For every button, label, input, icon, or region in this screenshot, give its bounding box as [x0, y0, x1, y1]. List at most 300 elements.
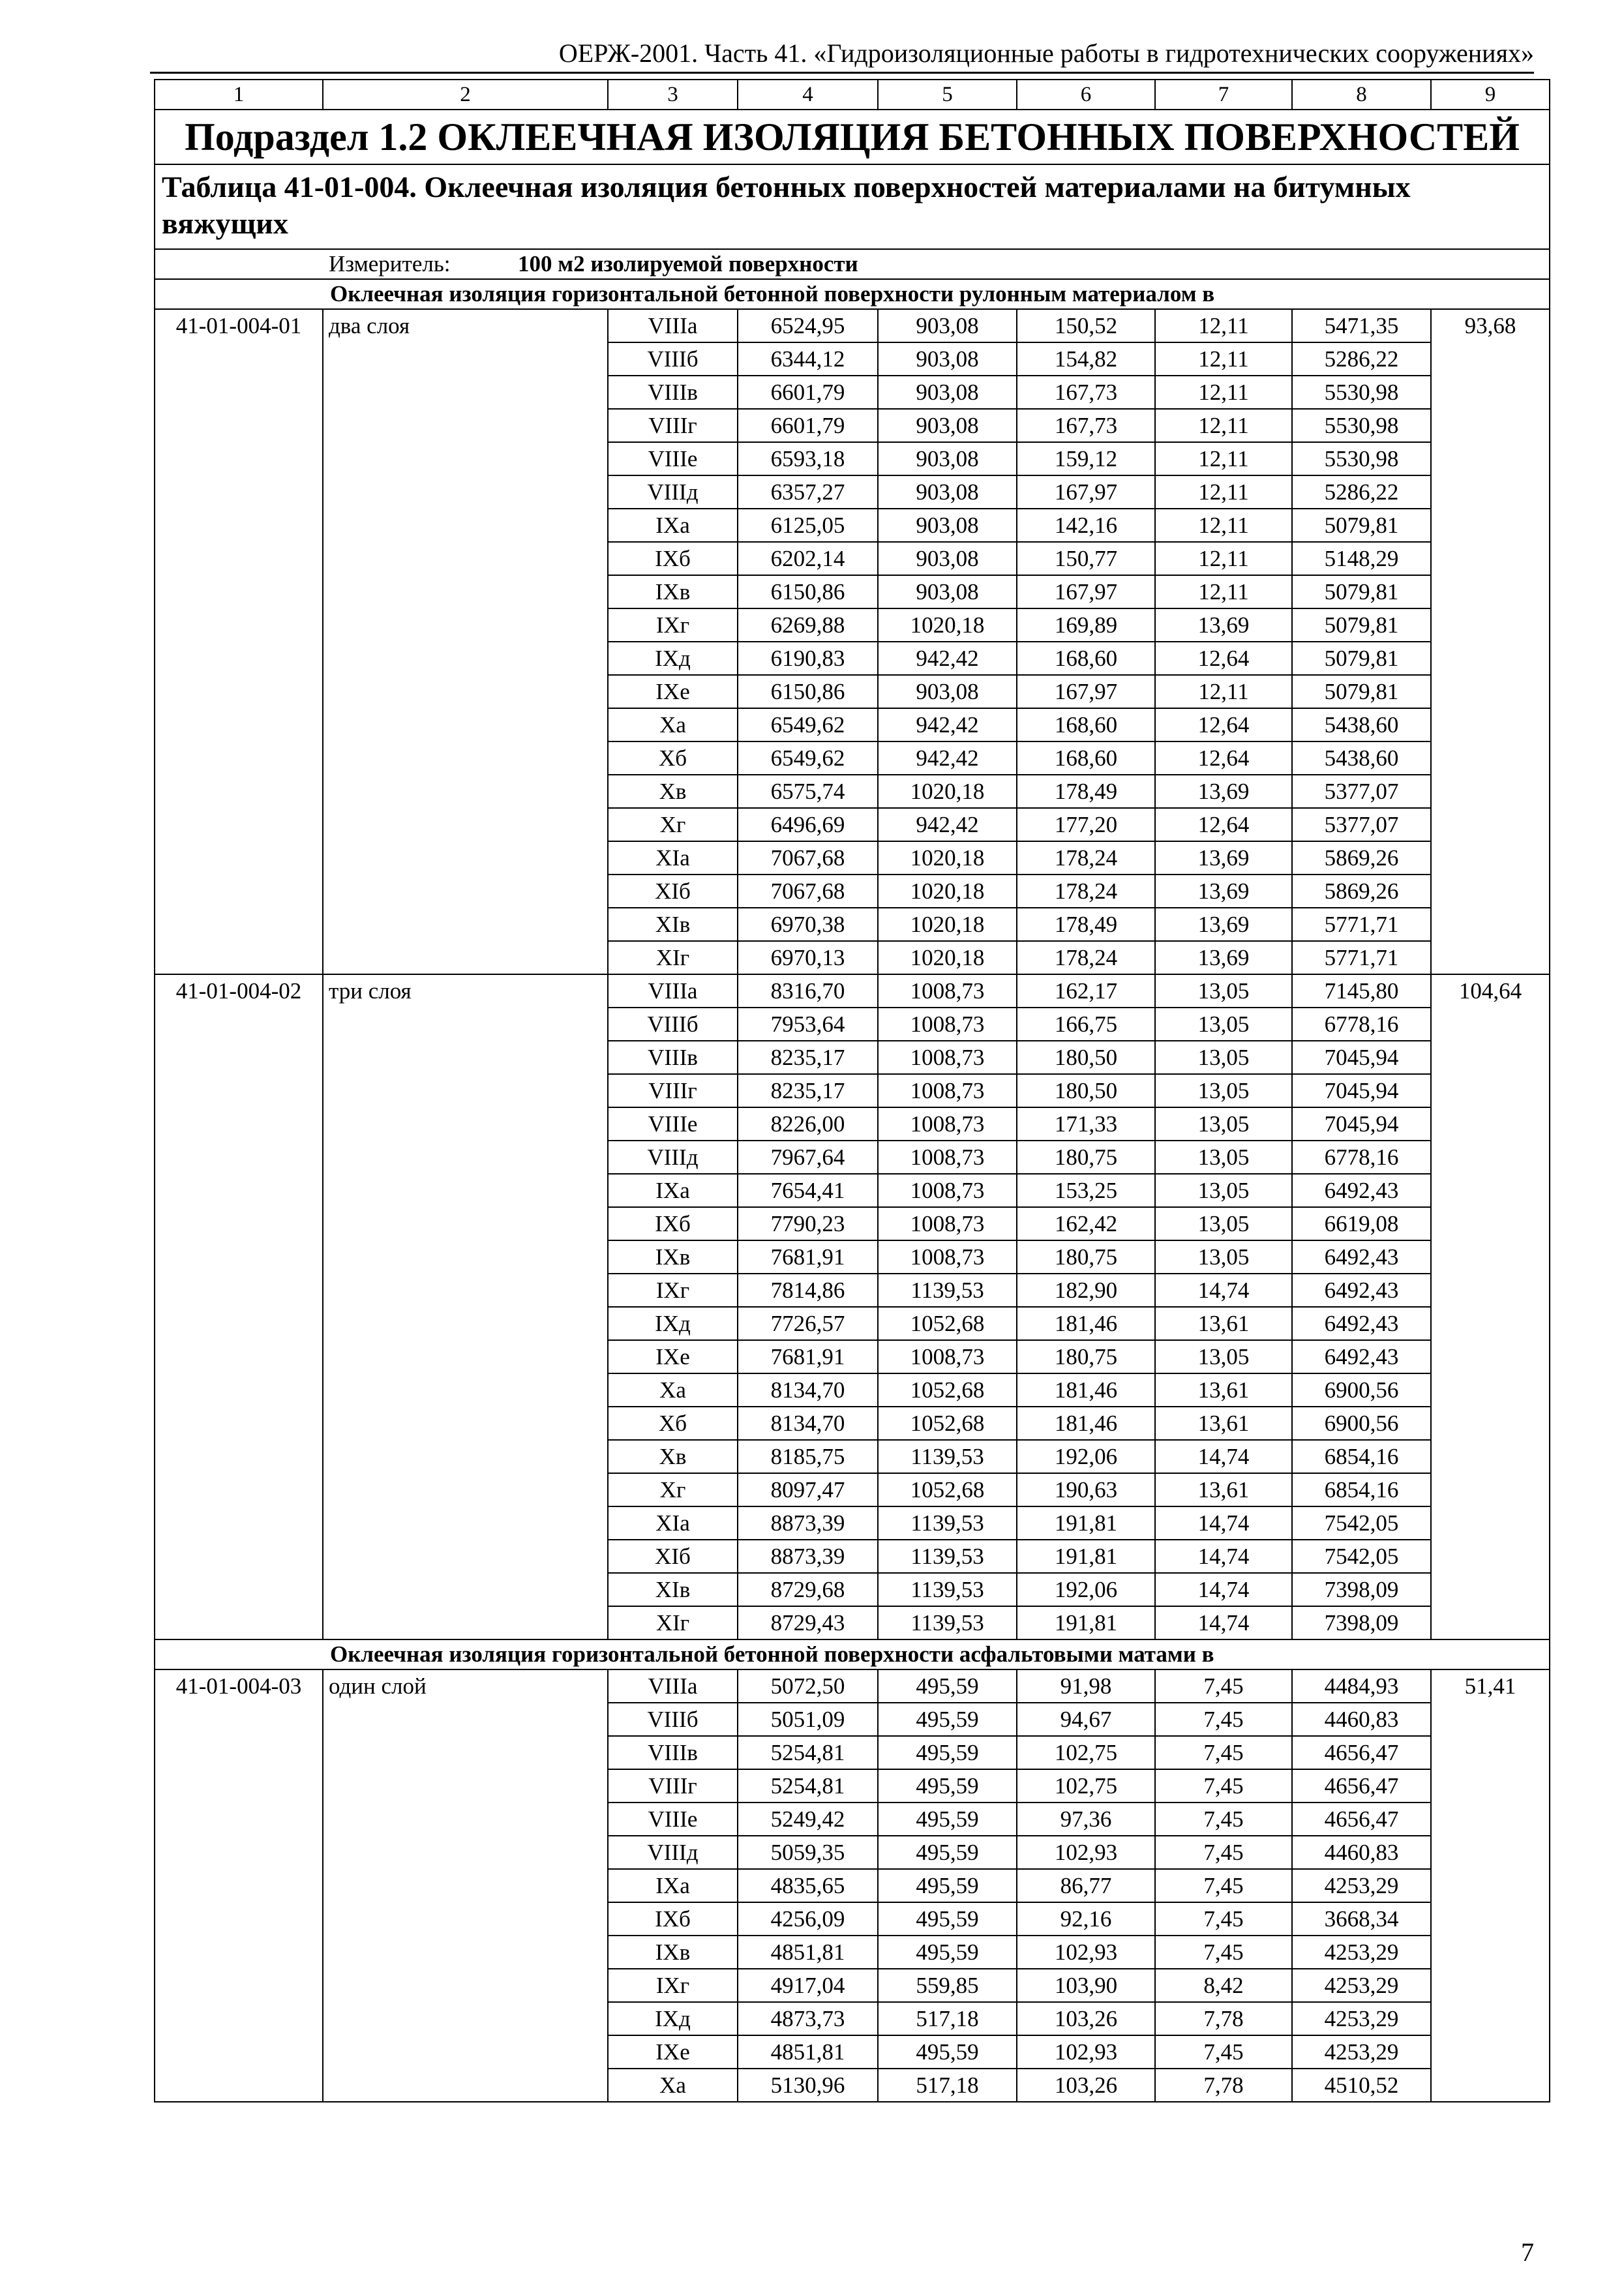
machinist-wages: 13,05 [1155, 1074, 1292, 1107]
wages: 942,42 [878, 741, 1017, 775]
wages: 942,42 [878, 642, 1017, 675]
materials-cost: 5530,98 [1292, 376, 1431, 409]
materials-cost: 5286,22 [1292, 342, 1431, 376]
wages: 942,42 [878, 708, 1017, 741]
machine-cost: 86,77 [1017, 1869, 1155, 1902]
materials-cost: 7045,94 [1292, 1041, 1431, 1074]
region-code: VIIIе [608, 442, 738, 475]
wages: 495,59 [878, 1936, 1017, 1969]
total-cost: 4851,81 [738, 2035, 878, 2069]
materials-cost: 5438,60 [1292, 741, 1431, 775]
region-code: VIIIг [608, 1074, 738, 1107]
materials-cost: 4656,47 [1292, 1803, 1431, 1836]
materials-cost: 5377,07 [1292, 775, 1431, 808]
total-cost: 6601,79 [738, 409, 878, 442]
labor-cost: 104,64 [1431, 974, 1550, 1639]
machinist-wages: 14,74 [1155, 1606, 1292, 1639]
materials-cost: 6778,16 [1292, 1008, 1431, 1041]
machinist-wages: 13,69 [1155, 908, 1292, 941]
region-code: XIб [608, 875, 738, 908]
materials-cost: 6619,08 [1292, 1207, 1431, 1240]
materials-cost: 5771,71 [1292, 941, 1431, 974]
machine-cost: 94,67 [1017, 1703, 1155, 1736]
region-code: VIIIд [608, 1836, 738, 1869]
machine-cost: 91,98 [1017, 1669, 1155, 1703]
total-cost: 4851,81 [738, 1936, 878, 1969]
machinist-wages: 12,11 [1155, 442, 1292, 475]
total-cost: 6549,62 [738, 708, 878, 741]
region-code: XIа [608, 841, 738, 875]
materials-cost: 5079,81 [1292, 509, 1431, 542]
wages: 495,59 [878, 2035, 1017, 2069]
wages: 1139,53 [878, 1506, 1017, 1540]
total-cost: 4917,04 [738, 1969, 878, 2002]
region-code: IXв [608, 1240, 738, 1274]
table-row [155, 1669, 1550, 1703]
machinist-wages: 7,78 [1155, 2002, 1292, 2035]
region-code: IXб [608, 1207, 738, 1240]
machine-cost: 103,90 [1017, 1969, 1155, 2002]
wages: 1008,73 [878, 974, 1017, 1008]
total-cost: 5249,42 [738, 1803, 878, 1836]
wages: 1008,73 [878, 1207, 1017, 1240]
wages: 495,59 [878, 1836, 1017, 1869]
total-cost: 6496,69 [738, 808, 878, 841]
region-code: VIIIа [608, 1669, 738, 1703]
column-number: 3 [608, 80, 738, 110]
machinist-wages: 14,74 [1155, 1573, 1292, 1606]
item-name: два слоя [323, 309, 608, 974]
region-code: IXг [608, 1969, 738, 2002]
wages: 1020,18 [878, 941, 1017, 974]
machine-cost: 182,90 [1017, 1274, 1155, 1307]
wages: 517,18 [878, 2002, 1017, 2035]
region-code: IXв [608, 1936, 738, 1969]
machine-cost: 180,75 [1017, 1141, 1155, 1174]
wages: 903,08 [878, 475, 1017, 509]
wages: 903,08 [878, 575, 1017, 608]
materials-cost: 4253,29 [1292, 2035, 1431, 2069]
total-cost: 5051,09 [738, 1703, 878, 1736]
machine-cost: 162,42 [1017, 1207, 1155, 1240]
wages: 1139,53 [878, 1573, 1017, 1606]
unit-value: 100 м2 изолируемой поверхности [518, 251, 858, 277]
materials-cost: 5079,81 [1292, 575, 1431, 608]
total-cost: 4835,65 [738, 1869, 878, 1902]
total-cost: 8185,75 [738, 1440, 878, 1473]
machine-cost: 178,49 [1017, 775, 1155, 808]
materials-cost: 6492,43 [1292, 1274, 1431, 1307]
machine-cost: 102,93 [1017, 2035, 1155, 2069]
materials-cost: 5079,81 [1292, 642, 1431, 675]
region-code: IXг [608, 1274, 738, 1307]
total-cost: 7967,64 [738, 1141, 878, 1174]
subsection-title: Подраздел 1.2 ОКЛЕЕЧНАЯ ИЗОЛЯЦИЯ БЕТОННЫХ ПОВЕРХНОСТЕЙ [155, 110, 1550, 164]
subsection-row [155, 110, 1550, 164]
header-rule [150, 72, 1534, 74]
wages: 1052,68 [878, 1373, 1017, 1407]
machine-cost: 153,25 [1017, 1174, 1155, 1207]
machinist-wages: 12,11 [1155, 376, 1292, 409]
wages: 559,85 [878, 1969, 1017, 2002]
materials-cost: 7398,09 [1292, 1606, 1431, 1639]
machine-cost: 102,75 [1017, 1769, 1155, 1803]
machinist-wages: 12,11 [1155, 342, 1292, 376]
materials-cost: 7045,94 [1292, 1107, 1431, 1141]
table-title: Таблица 41-01-004. Оклеечная изоляция бетонных поверхностей материалами на битумных вяжущих [155, 164, 1550, 249]
machinist-wages: 12,11 [1155, 675, 1292, 708]
total-cost: 7067,68 [738, 875, 878, 908]
machinist-wages: 13,05 [1155, 974, 1292, 1008]
materials-cost: 5869,26 [1292, 841, 1431, 875]
machinist-wages: 7,45 [1155, 1703, 1292, 1736]
machine-cost: 168,60 [1017, 642, 1155, 675]
materials-cost: 6492,43 [1292, 1174, 1431, 1207]
total-cost: 6549,62 [738, 741, 878, 775]
region-code: Xа [608, 708, 738, 741]
machine-cost: 97,36 [1017, 1803, 1155, 1836]
machine-cost: 177,20 [1017, 808, 1155, 841]
region-code: XIв [608, 1573, 738, 1606]
total-cost: 6202,14 [738, 542, 878, 575]
machine-cost: 191,81 [1017, 1540, 1155, 1573]
total-cost: 6575,74 [738, 775, 878, 808]
page-number: 7 [1521, 2237, 1534, 2267]
materials-cost: 4656,47 [1292, 1736, 1431, 1769]
machine-cost: 191,81 [1017, 1606, 1155, 1639]
machinist-wages: 7,45 [1155, 1936, 1292, 1969]
machine-cost: 168,60 [1017, 741, 1155, 775]
region-code: IXа [608, 1869, 738, 1902]
machine-cost: 142,16 [1017, 509, 1155, 542]
wages: 495,59 [878, 1769, 1017, 1803]
materials-cost: 4460,83 [1292, 1703, 1431, 1736]
machinist-wages: 13,61 [1155, 1473, 1292, 1506]
materials-cost: 4656,47 [1292, 1769, 1431, 1803]
total-cost: 8316,70 [738, 974, 878, 1008]
item-code: 41-01-004-02 [155, 974, 323, 1639]
wages: 942,42 [878, 808, 1017, 841]
item-name: три слоя [323, 974, 608, 1639]
machinist-wages: 12,64 [1155, 642, 1292, 675]
item-code: 41-01-004-03 [155, 1669, 323, 2102]
wages: 495,59 [878, 1703, 1017, 1736]
total-cost: 8729,68 [738, 1573, 878, 1606]
region-code: VIIIг [608, 409, 738, 442]
machine-cost: 159,12 [1017, 442, 1155, 475]
total-cost: 6601,79 [738, 376, 878, 409]
region-code: IXа [608, 509, 738, 542]
machine-cost: 180,75 [1017, 1340, 1155, 1373]
unit-row [155, 249, 1550, 279]
labor-cost: 93,68 [1431, 309, 1550, 974]
machine-cost: 167,73 [1017, 376, 1155, 409]
total-cost: 6150,86 [738, 675, 878, 708]
machine-cost: 167,97 [1017, 475, 1155, 509]
machine-cost: 190,63 [1017, 1473, 1155, 1506]
materials-cost: 7045,94 [1292, 1074, 1431, 1107]
machinist-wages: 13,61 [1155, 1373, 1292, 1407]
materials-cost: 3668,34 [1292, 1902, 1431, 1936]
machinist-wages: 13,05 [1155, 1174, 1292, 1207]
labor-cost: 51,41 [1431, 1669, 1550, 2102]
machine-cost: 168,60 [1017, 708, 1155, 741]
materials-cost: 4484,93 [1292, 1669, 1431, 1703]
total-cost: 7953,64 [738, 1008, 878, 1041]
materials-cost: 6900,56 [1292, 1373, 1431, 1407]
item-name: один слой [323, 1669, 608, 2102]
machinist-wages: 7,45 [1155, 1769, 1292, 1803]
group-heading: Оклеечная изоляция горизонтальной бетонной поверхности асфальтовыми матами в [155, 1639, 1550, 1669]
machinist-wages: 7,45 [1155, 1669, 1292, 1703]
machinist-wages: 12,11 [1155, 475, 1292, 509]
machine-cost: 150,77 [1017, 542, 1155, 575]
total-cost: 7654,41 [738, 1174, 878, 1207]
machinist-wages: 13,69 [1155, 775, 1292, 808]
machinist-wages: 7,45 [1155, 1869, 1292, 1902]
total-cost: 7067,68 [738, 841, 878, 875]
total-cost: 4256,09 [738, 1902, 878, 1936]
total-cost: 6593,18 [738, 442, 878, 475]
region-code: XIа [608, 1506, 738, 1540]
machine-cost: 92,16 [1017, 1902, 1155, 1936]
machinist-wages: 13,05 [1155, 1340, 1292, 1373]
region-code: Xа [608, 2069, 738, 2102]
region-code: Xб [608, 1407, 738, 1440]
region-code: IXв [608, 575, 738, 608]
materials-cost: 4460,83 [1292, 1836, 1431, 1869]
machinist-wages: 14,74 [1155, 1440, 1292, 1473]
machine-cost: 103,26 [1017, 2069, 1155, 2102]
materials-cost: 4253,29 [1292, 1869, 1431, 1902]
region-code: VIIIа [608, 309, 738, 342]
wages: 1008,73 [878, 1240, 1017, 1274]
materials-cost: 5530,98 [1292, 442, 1431, 475]
wages: 1139,53 [878, 1274, 1017, 1307]
column-number: 7 [1155, 80, 1292, 110]
total-cost: 8729,43 [738, 1606, 878, 1639]
total-cost: 6269,88 [738, 608, 878, 642]
region-code: VIIIб [608, 342, 738, 376]
machine-cost: 102,93 [1017, 1836, 1155, 1869]
machine-cost: 192,06 [1017, 1573, 1155, 1606]
machine-cost: 180,50 [1017, 1074, 1155, 1107]
region-code: VIIIа [608, 974, 738, 1008]
total-cost: 6150,86 [738, 575, 878, 608]
region-code: IXг [608, 608, 738, 642]
materials-cost: 6492,43 [1292, 1340, 1431, 1373]
wages: 495,59 [878, 1902, 1017, 1936]
group-heading: Оклеечная изоляция горизонтальной бетонной поверхности рулонным материалом в [155, 279, 1550, 309]
wages: 1008,73 [878, 1340, 1017, 1373]
wages: 495,59 [878, 1736, 1017, 1769]
region-code: VIIIв [608, 1041, 738, 1074]
machine-cost: 171,33 [1017, 1107, 1155, 1141]
region-code: VIIIв [608, 1736, 738, 1769]
wages: 1139,53 [878, 1606, 1017, 1639]
materials-cost: 6492,43 [1292, 1240, 1431, 1274]
materials-cost: 7542,05 [1292, 1506, 1431, 1540]
column-number: 4 [738, 80, 878, 110]
materials-cost: 5286,22 [1292, 475, 1431, 509]
wages: 903,08 [878, 409, 1017, 442]
machine-cost: 178,24 [1017, 875, 1155, 908]
region-code: IXд [608, 2002, 738, 2035]
machine-cost: 167,97 [1017, 575, 1155, 608]
machinist-wages: 12,64 [1155, 808, 1292, 841]
column-number: 1 [155, 80, 323, 110]
region-code: XIг [608, 941, 738, 974]
wages: 1052,68 [878, 1473, 1017, 1506]
machine-cost: 154,82 [1017, 342, 1155, 376]
table-title-row [155, 164, 1550, 249]
wages: 1020,18 [878, 875, 1017, 908]
machine-cost: 166,75 [1017, 1008, 1155, 1041]
machinist-wages: 12,11 [1155, 309, 1292, 342]
machinist-wages: 14,74 [1155, 1506, 1292, 1540]
machinist-wages: 7,45 [1155, 1803, 1292, 1836]
materials-cost: 5530,98 [1292, 409, 1431, 442]
materials-cost: 5869,26 [1292, 875, 1431, 908]
wages: 495,59 [878, 1803, 1017, 1836]
machine-cost: 180,50 [1017, 1041, 1155, 1074]
materials-cost: 5471,35 [1292, 309, 1431, 342]
wages: 903,08 [878, 342, 1017, 376]
total-cost: 6344,12 [738, 342, 878, 376]
wages: 903,08 [878, 542, 1017, 575]
rates-table [154, 79, 1550, 2102]
wages: 1139,53 [878, 1440, 1017, 1473]
materials-cost: 7398,09 [1292, 1573, 1431, 1606]
region-code: Xг [608, 808, 738, 841]
materials-cost: 6778,16 [1292, 1141, 1431, 1174]
region-code: VIIIб [608, 1703, 738, 1736]
wages: 903,08 [878, 675, 1017, 708]
total-cost: 6190,83 [738, 642, 878, 675]
materials-cost: 6854,16 [1292, 1440, 1431, 1473]
machine-cost: 178,24 [1017, 841, 1155, 875]
region-code: IXа [608, 1174, 738, 1207]
region-code: IXд [608, 642, 738, 675]
column-number-row [155, 80, 1550, 110]
wages: 903,08 [878, 442, 1017, 475]
total-cost: 5254,81 [738, 1736, 878, 1769]
region-code: XIб [608, 1540, 738, 1573]
region-code: IXб [608, 1902, 738, 1936]
total-cost: 5059,35 [738, 1836, 878, 1869]
machinist-wages: 13,69 [1155, 941, 1292, 974]
total-cost: 8134,70 [738, 1373, 878, 1407]
region-code: IXе [608, 675, 738, 708]
total-cost: 7681,91 [738, 1340, 878, 1373]
machinist-wages: 13,05 [1155, 1107, 1292, 1141]
machine-cost: 102,93 [1017, 1936, 1155, 1969]
total-cost: 5130,96 [738, 2069, 878, 2102]
machinist-wages: 7,45 [1155, 2035, 1292, 2069]
total-cost: 7790,23 [738, 1207, 878, 1240]
total-cost: 7681,91 [738, 1240, 878, 1274]
total-cost: 8226,00 [738, 1107, 878, 1141]
region-code: XIг [608, 1606, 738, 1639]
wages: 1020,18 [878, 608, 1017, 642]
wages: 1008,73 [878, 1174, 1017, 1207]
machine-cost: 178,24 [1017, 941, 1155, 974]
total-cost: 8235,17 [738, 1074, 878, 1107]
wages: 1008,73 [878, 1141, 1017, 1174]
region-code: Xв [608, 1440, 738, 1473]
region-code: Xб [608, 741, 738, 775]
machinist-wages: 7,45 [1155, 1902, 1292, 1936]
unit-cell [155, 249, 1550, 279]
column-number: 8 [1292, 80, 1431, 110]
wages: 1020,18 [878, 775, 1017, 808]
machine-cost: 102,75 [1017, 1736, 1155, 1769]
materials-cost: 5377,07 [1292, 808, 1431, 841]
total-cost: 8235,17 [738, 1041, 878, 1074]
machine-cost: 192,06 [1017, 1440, 1155, 1473]
group-heading-row [155, 1639, 1550, 1669]
machinist-wages: 13,05 [1155, 1207, 1292, 1240]
total-cost: 7814,86 [738, 1274, 878, 1307]
region-code: VIIIв [608, 376, 738, 409]
total-cost: 8873,39 [738, 1506, 878, 1540]
running-header: ОЕРЖ-2001. Часть 41. «Гидроизоляционные работы в гидротехнических сооружениях» [558, 38, 1534, 68]
region-code: VIIIе [608, 1803, 738, 1836]
wages: 1052,68 [878, 1307, 1017, 1340]
machinist-wages: 12,64 [1155, 708, 1292, 741]
total-cost: 4873,73 [738, 2002, 878, 2035]
total-cost: 8873,39 [738, 1540, 878, 1573]
machinist-wages: 12,11 [1155, 575, 1292, 608]
materials-cost: 5771,71 [1292, 908, 1431, 941]
materials-cost: 7145,80 [1292, 974, 1431, 1008]
materials-cost: 4253,29 [1292, 1936, 1431, 1969]
wages: 1008,73 [878, 1107, 1017, 1141]
materials-cost: 7542,05 [1292, 1540, 1431, 1573]
machinist-wages: 13,05 [1155, 1008, 1292, 1041]
machine-cost: 162,17 [1017, 974, 1155, 1008]
wages: 1020,18 [878, 841, 1017, 875]
machinist-wages: 13,05 [1155, 1141, 1292, 1174]
region-code: IXд [608, 1307, 738, 1340]
table-row [155, 309, 1550, 342]
machinist-wages: 8,42 [1155, 1969, 1292, 2002]
wages: 1020,18 [878, 908, 1017, 941]
machine-cost: 181,46 [1017, 1307, 1155, 1340]
unit-label: Измеритель: [329, 251, 451, 277]
materials-cost: 6854,16 [1292, 1473, 1431, 1506]
total-cost: 7726,57 [738, 1307, 878, 1340]
wages: 1008,73 [878, 1008, 1017, 1041]
machinist-wages: 13,05 [1155, 1240, 1292, 1274]
wages: 1139,53 [878, 1540, 1017, 1573]
column-number: 5 [878, 80, 1017, 110]
group-heading-row [155, 279, 1550, 309]
region-code: IXе [608, 1340, 738, 1373]
region-code: XIв [608, 908, 738, 941]
machine-cost: 103,26 [1017, 2002, 1155, 2035]
region-code: IXб [608, 542, 738, 575]
region-code: Xг [608, 1473, 738, 1506]
total-cost: 6970,13 [738, 941, 878, 974]
region-code: VIIIе [608, 1107, 738, 1141]
total-cost: 8134,70 [738, 1407, 878, 1440]
materials-cost: 5148,29 [1292, 542, 1431, 575]
column-number: 9 [1431, 80, 1550, 110]
region-code: Xа [608, 1373, 738, 1407]
region-code: VIIIд [608, 475, 738, 509]
machinist-wages: 12,64 [1155, 741, 1292, 775]
